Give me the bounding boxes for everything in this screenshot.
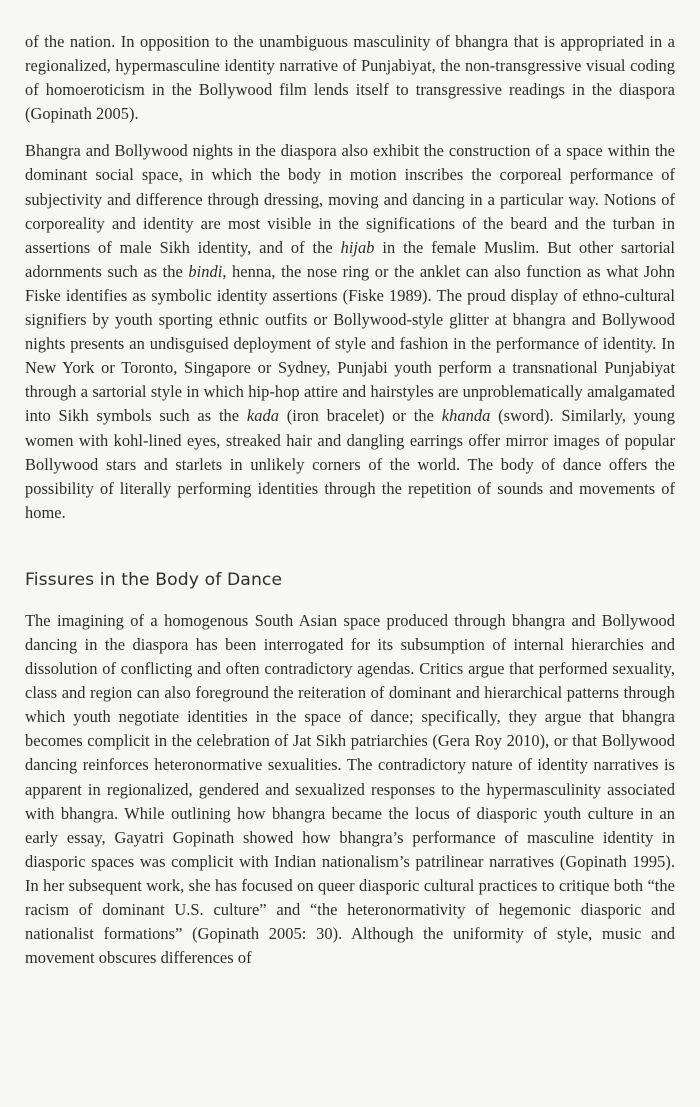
term-khanda: khanda (441, 406, 491, 426)
section-heading-fissures: Fissures in the Body of Dance (25, 569, 283, 590)
paragraph-2-text-part-4: (iron bracelet) or the (278, 406, 442, 426)
paragraph-continuation (25, 30, 675, 126)
paragraph-fissures-body (25, 609, 675, 970)
paragraph-2-text-part-1: Bhangra and Bollywood nights in the diaspora also exhibit the construction of a space within the dominant social space, in which the body in motion inscribes the corporeal performance of subjectivity and difference through dressing, moving and dancing in a particular way. Notions of corporeality and identity are most visible in the significations of the beard and the turban in assertions of male Sikh identity, and of the (25, 141, 675, 257)
paragraph-2-text-part-3: , henna, the nose ring or the anklet can also function as what John Fiske identifies as symbolic identity assertions (Fiske 1989). The proud display of ethno-cultural signifiers by youth sporting ethnic outfits or Bollywood-style glitter at bhangra and Bollywood nights presents an undisguised deployment of style and fashion in the performance of identity. In New York or Toronto, Singapore or Sydney, Punjabi youth perform a transnational Punjabiyat through a sartorial style in which hip-hop attire and hairstyles are unproblematically amalgamated into Sikh symbols such as the (25, 261, 675, 426)
paragraph-body-in-motion (25, 139, 675, 525)
paragraph-2-text-part-2: in the female Muslim. But other sartorial adornments such as the (25, 237, 675, 281)
section-heading-block (25, 568, 675, 592)
paragraph-3-text: The imagining of a homogenous South Asian space produced through bhangra and Bollywood dancing in the diaspora has been interrogated for its subsumption of internal hierarchies and dissolution of conflicting and often contradictory agendas. Critics argue that performed sexuality, class and region can also foreground the reiteration of dominant and hierarchical patterns through which youth negotiate identities in the space of dance; specifically, they argue that bhangra becomes complicit in the celebration of Jat Sikh patriarchies (Gera Roy 2010), or that Bollywood dancing reinforces heteronormative sexualities. The contradictory nature of identity narratives is apparent in regionalized, gendered and sexualized responses to the hypermasculinity associated with bhangra. While outlining how bhangra became the locus of diasporic youth culture in an early essay, Gayatri Gopinath showed how bhangra’s performance of masculine identity in diasporic spaces was complicit with Indian nationalism’s patrilinear narratives (Gopinath 1995). In her subsequent work, she has focused on queer diasporic cultural practices to critique both “the racism of dominant U.S. culture” and “the heteronormativity of hegemonic diasporic and nationalist formations” (Gopinath 2005: 30). Although the uniformity of style, music and movement obscures differences of (25, 610, 675, 968)
term-kada: kada (246, 406, 279, 426)
paragraph-2-text-part-5: (sword). Similarly, young women with kohl-lined eyes, streaked hair and dangling earrings offer mirror images of popular Bollywood stars and starlets in unlikely corners of the world. The body of dance offers the possibility of literally performing identities through the repetition of sounds and movements of home. (25, 406, 676, 522)
term-hijab: hijab (340, 237, 375, 257)
term-bindi: bindi (188, 261, 223, 281)
paragraph-1-text: of the nation. In opposition to the unambiguous masculinity of bhangra that is appropriated in a regionalized, hypermasculine identity narrative of Punjabiyat, the non-transgressive visual coding of homoeroticism in the Bollywood film lends itself to transgressive readings in the diaspora (Gopinath 2005). (25, 32, 675, 124)
